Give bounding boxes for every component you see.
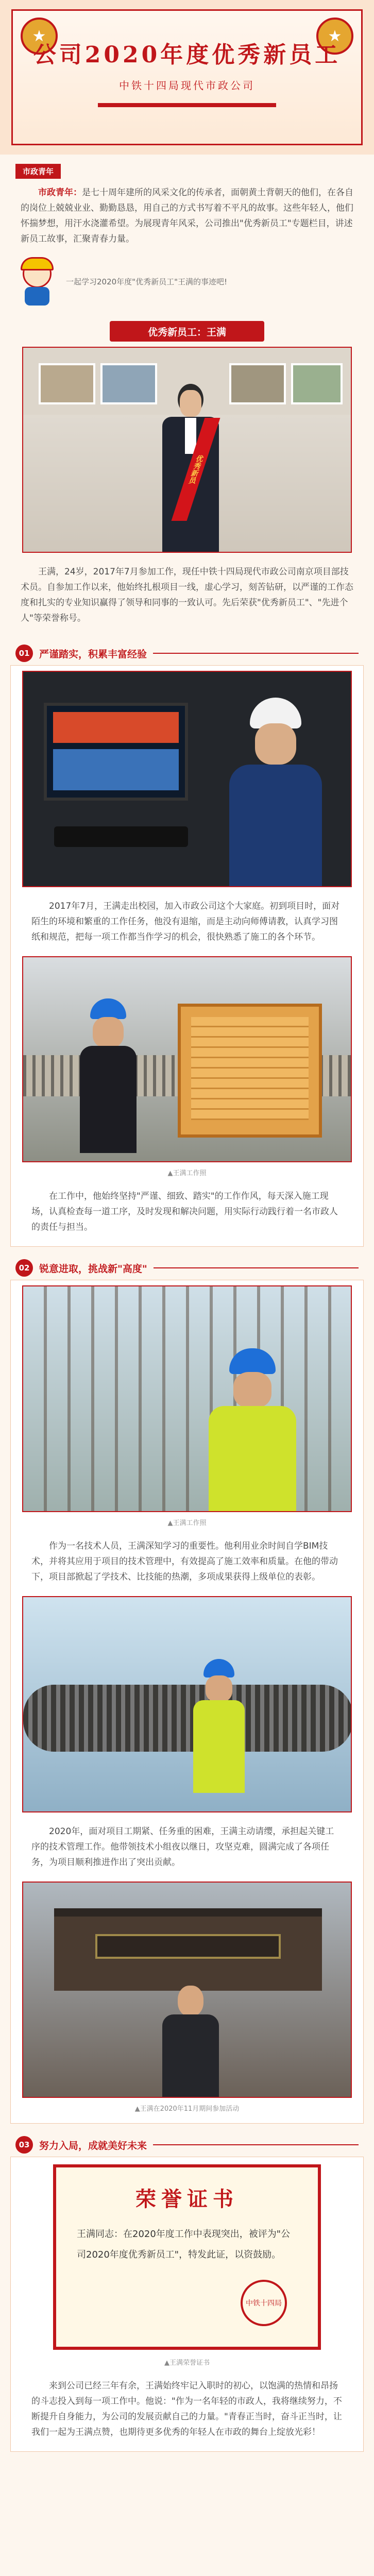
section-2-line: [154, 1267, 359, 1268]
section-2-number: 02: [15, 1259, 33, 1277]
header-divider: [98, 103, 276, 107]
certificate-title: 荣誉证书: [135, 2187, 239, 2211]
certificate-body: 王满同志：在2020年度工作中表现突出，被评为"公司2020年度优秀新员工"，特发此证，以资鼓励。: [77, 2229, 291, 2260]
person-figure: [80, 998, 137, 1153]
profile-paragraph: 王满，24岁，2017年7月参加工作，现任中铁十四局现代市政公司南京项目部技术员。自参加工作以来，他始终扎根项目一线，虚心学习，刻苦钻研，以严谨的工作态度和扎实的专业知识赢得了领导和同事的一致认可。先后荣获"优秀新员工"、"先进个人"等荣誉称号。: [21, 567, 353, 623]
page-title: 公司2020年度优秀新员工: [33, 42, 341, 68]
person-figure: [224, 698, 327, 887]
section-3-number: 03: [15, 2136, 33, 2154]
section-3-paragraph: 来到公司已经三年有余，王满始终牢记入职时的初心，以饱满的热情和昂扬的斗志投入到每一项工作中。他说："作为一名年轻的市政人，我将继续努力，不断提升自身能力，为公司的发展贡献自己的力量。"青春正当时，奋斗正当时，让我们一起为王满点赞，也期待更多优秀的年轻人在市政的舞台上绽放光彩！: [31, 2381, 342, 2437]
person-figure: [162, 1986, 219, 2098]
intro-lead: 市政青年：: [38, 188, 82, 198]
section-1-paragraph-1: 2017年7月，王满走出校园，加入市政公司这个大家庭。初到项目时，面对陌生的环境和繁重的工作任务，他没有退缩，而是主动向师傅请教，认真学习图纸和规范，把每一项工作都当作学习的机会，很快熟悉了施工的各个环节。: [31, 901, 340, 942]
person-figure: [209, 1348, 296, 1512]
person-figure: [193, 1659, 245, 1793]
keyboard-icon: [54, 826, 188, 847]
section-3-heading: [15, 2136, 359, 2154]
section-1-paragraph-2: 在工作中，他始终坚持"严谨、细致、踏实"的工作作风，每天深入施工现场，认真检查每一道工序，及时发现和解决问题，用实际行动践行着一名市政人的责任与担当。: [31, 1191, 338, 1232]
person-figure: [162, 384, 219, 553]
section-1-photo-2: [22, 956, 352, 1162]
profile-ribbon: 优秀新员工：王满: [110, 321, 264, 342]
section-1-line: [153, 653, 359, 654]
section-2-photo-3: [22, 1882, 352, 2098]
electrical-cabinet-icon: [178, 1004, 322, 1138]
gate-building-icon: [54, 1908, 322, 1991]
section-2-photo-1: [22, 1285, 352, 1512]
section-2-heading: [15, 1259, 359, 1277]
monitor-icon: [44, 703, 188, 801]
section-3-line: [153, 2144, 359, 2145]
intro-text: 是七十周年建所的风采文化的传承者，面朝黄土背朝天的他们，在各自的岗位上兢兢业业、勤勤恳恳，用自己的方式书写着不平凡的故事。这些年轻人，他们怀揣梦想，用汗水浇灌希望。为展现青年风采，公司推出"优秀新员工"专题栏目，讲述新员工故事，汇聚青春力量。: [21, 188, 353, 244]
page-subtitle: 中铁十四局现代市政公司: [119, 79, 255, 92]
intro-note: 一起学习2020年度"优秀新员工"王满的事迹吧!: [66, 277, 227, 286]
certificate-stamp: 中铁十四局: [241, 2280, 287, 2326]
section-2-paragraph-2: 2020年，面对项目工期紧、任务重的困难，王满主动请缨，承担起关键工序的技术管理工作。他带领技术小组夜以继日，攻坚克难，圆满完成了各项任务，为项目顺利推进作出了突出贡献。: [31, 1826, 334, 1868]
intro-tag: 市政青年: [15, 164, 61, 179]
mascot-icon: [15, 257, 59, 307]
profile-photo: [22, 347, 352, 553]
header-banner: [0, 0, 374, 155]
section-1-caption-1: ▲王满工作照: [167, 1170, 207, 1177]
medal-icon: ★: [316, 18, 353, 55]
section-3-card: [10, 2157, 364, 2452]
section-1-photo-1: [22, 671, 352, 887]
intro-section: [0, 155, 374, 311]
section-1-number: 01: [15, 645, 33, 662]
award-sash: 优秀新员: [172, 418, 220, 521]
photo-frame-icon: [291, 363, 343, 404]
section-3-title: 努力入局，成就美好未来: [39, 2140, 147, 2151]
photo-frame-icon: [229, 363, 286, 404]
section-2-card: [10, 1280, 364, 2124]
rebar-cage: [23, 1286, 352, 1512]
section-1-heading: [15, 645, 359, 662]
section-2-caption-2: ▲王满在2020年11月期间参加活动: [134, 2105, 240, 2113]
section-2-title: 锐意进取，挑战新"高度": [39, 1263, 147, 1275]
section-2-paragraph-1: 作为一名技术人员，王满深知学习的重要性。他利用业余时间自学BIM技术，并将其应用于项目的技术管理中，有效提高了施工效率和质量。在他的带动下，项目部掀起了学技术、比技能的热潮，多项成果获得上级单位的表彰。: [31, 1541, 338, 1582]
photo-frame-icon: [100, 363, 157, 404]
honor-certificate: [53, 2164, 321, 2350]
section-2-photo-2: [22, 1596, 352, 1812]
section-2-caption-1: ▲王满工作照: [167, 1519, 207, 1527]
medal-icon: ★: [21, 18, 58, 55]
intro-paragraph: [0, 179, 374, 253]
steel-cage-icon: [23, 1685, 352, 1752]
photo-frame-icon: [39, 363, 95, 404]
intro-note-row: [0, 253, 374, 311]
section-1-card: [10, 665, 364, 1247]
section-3-caption: ▲王满荣誉证书: [164, 2359, 210, 2367]
section-1-title: 严谨踏实，积累丰富经验: [39, 648, 147, 660]
